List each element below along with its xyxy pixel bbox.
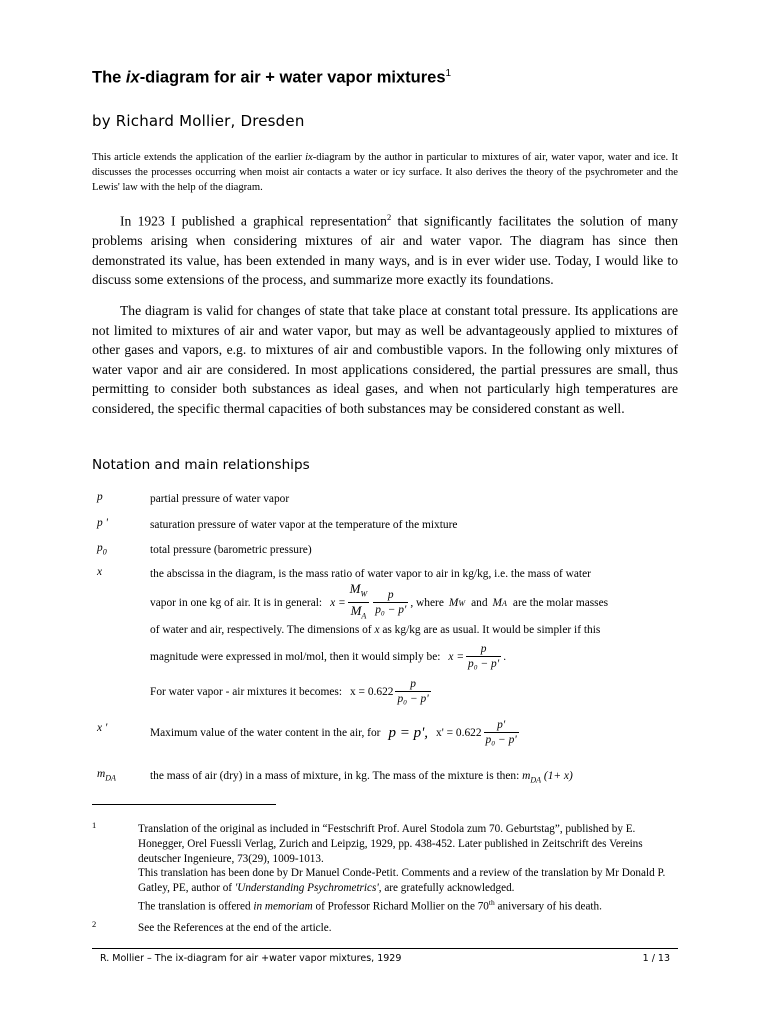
notation-row-m-da: [92, 768, 692, 786]
footnote-1-line-2: [138, 866, 680, 896]
m-da-text: the mass of air (dry) in a mass of mixture, in kg. The mass of the mixture is then:: [150, 770, 520, 782]
frac-den: p₀ − p': [397, 693, 429, 705]
fn1-l3-b: aniversary of his death.: [494, 900, 602, 913]
x-max-text: Maximum value of the water content in the air, for: [150, 726, 381, 739]
symbol-subscript: DA: [105, 773, 116, 783]
notation-row-p: [92, 491, 692, 509]
equation-lhs: x' = 0.622: [436, 726, 482, 739]
footnote-mark: 1: [92, 820, 97, 830]
title-prefix: The: [92, 68, 126, 87]
x-line4-text: magnitude were expressed in mol/mol, then it would simply be:: [150, 650, 441, 663]
notation-symbol: [97, 542, 107, 556]
frac-den-sub: A: [361, 611, 367, 621]
symbol-subscript: 0: [102, 547, 107, 557]
footnote-separator: [92, 804, 276, 805]
footnote-text: [138, 822, 680, 915]
paragraph-2: The diagram is valid for changes of state that take place at constant total pressure. Its applications are not limited to mixtures of air and water vapor, but may as well be advantageously applied to mixtures of other gases and vapors, e.g. to mixtures of air and combustible vapors. In the following only mixtures of water vapor and air are considered. In most applications considered, the partial pressures are small, thus permitting to consider both substances as ideal gases, and when not particularly high temperatures are considered, the specific thermal capacities of both substances may be considered constant as well.: [92, 303, 678, 416]
fn1-l2-a: This translation has been done by Dr Manuel Conde-Petit. Comments and a review of the translation by Mr Donald P. Gatley, PE, author of: [138, 867, 666, 895]
footnote-1-line-1: Translation of the original as included in “Festschrift Prof. Aurel Stodola zum 70. Geburtstag”, published by E. Honegger, Orel Fuessli Verlag, Zurich and Leipzig, 1929, pp. 438-452. Later published in Zeitschrift des Vereins deutscher Ingenieure, 73(29), 1009-1013.: [138, 823, 643, 865]
frac-num: p: [395, 677, 430, 692]
title-rest: -diagram for air + water vapor mixtures: [139, 68, 446, 87]
fraction-molar-ratio: [348, 582, 370, 623]
frac-den: p₀ − p': [468, 658, 500, 670]
notation-row-p0: [92, 542, 692, 560]
frac-num-sub: W: [360, 590, 368, 599]
notation-row-x: [92, 566, 692, 716]
frac-num: p: [373, 588, 408, 603]
x-max-condition: p = p',: [388, 724, 429, 741]
frac-num: p: [466, 642, 501, 657]
x-line3-a: of water and air, respectively. The dimensions of: [150, 624, 375, 636]
notation-symbol: p ': [97, 517, 108, 529]
frac-num: M: [349, 581, 361, 597]
notation-description: saturation pressure of water vapor at the temperature of the mixture: [150, 519, 458, 531]
x-desc-line-1: the abscissa in the diagram, is the mass ratio of water vapor to air in kg/kg, i.e. the mass of water: [150, 568, 591, 580]
m-da-expr-rest: (1+ x): [543, 770, 573, 782]
equation-lhs: x =: [330, 596, 346, 609]
article-title: [92, 68, 451, 88]
fn1-l2-b: , are gratefully acknowledged.: [378, 882, 515, 895]
paragraph-1-text-b: that significantly facilitates the solution of many problems arising when considering mixtures of air and water vapor. The diagram has since then demonstrated its value, has been extended in many ways, and is in ever wider use. Today, I would like to discuss some extensions of the process, and summarize more exactly its foundations.: [92, 213, 678, 288]
equation-lhs: x = 0.622: [350, 685, 394, 698]
symbol-base: m: [97, 768, 106, 780]
byline: by Richard Mollier, Dresden: [92, 112, 305, 130]
notation-description: total pressure (barometric pressure): [150, 544, 312, 556]
paragraph-1-text-a: In 1923 I published a graphical representation: [120, 213, 387, 229]
abstract-italic: ix: [305, 152, 313, 163]
notation-description: [150, 768, 680, 788]
notation-description: partial pressure of water vapor: [150, 493, 290, 505]
footnote-2: [92, 921, 692, 939]
x-line2-text: vapor in one kg of air. It is in general:: [150, 596, 323, 609]
x-line5-text: For water vapor - air mixtures it becomes:: [150, 685, 343, 698]
x-line2-end: are the molar masses: [512, 596, 609, 609]
abstract-text-2: -diagram by the author in particular to mixtures of air, water vapor, water and ice. It discusses the processes occurring when moist air contacts a water or icy surface. It also derives the theory of the psychrometer and the Lewis' law with the help of the diagram.: [92, 152, 678, 193]
x-line2-where: , where: [410, 596, 444, 609]
symbol-ma-sub: A: [502, 598, 507, 608]
footnote-mark: 2: [92, 919, 97, 929]
notation-description: [150, 718, 680, 748]
symbol-mw-sub: W: [458, 598, 466, 608]
footer-rule: [92, 948, 678, 949]
frac-den: p₀ − p': [485, 734, 517, 746]
x-desc-line-3: [150, 622, 680, 640]
footnote-ref-2[interactable]: 2: [386, 212, 392, 222]
x-line3-x: x: [374, 624, 380, 636]
fraction-pressure: [373, 588, 408, 618]
notation-description: [150, 566, 680, 710]
fraction-x-max: [484, 718, 519, 748]
fn1-l3-sup: th: [488, 897, 495, 907]
footnote-1: [92, 822, 692, 912]
frac-den: M: [350, 603, 362, 618]
title-italic-ix: ix: [125, 68, 140, 87]
notation-row-x-max: [92, 719, 692, 758]
footnote-1-line-3: [138, 896, 680, 915]
fn1-l3-italic: in memoriam: [253, 900, 313, 913]
notation-symbol: x: [97, 566, 103, 578]
symbol-ma: M: [492, 596, 503, 609]
m-da-expr-sub: DA: [530, 775, 542, 785]
x-desc-line-2: [150, 581, 680, 621]
abstract: [92, 150, 678, 195]
notation-symbol: [97, 768, 116, 782]
abstract-text-1: This article extends the application of the earlier: [92, 152, 306, 163]
fn1-l3-a: The translation is offered: [138, 900, 254, 913]
footnote-text: See the References at the end of the article.: [138, 922, 332, 934]
symbol-mw: M: [448, 596, 459, 609]
frac-den: p₀ − p': [375, 604, 407, 616]
x-desc-line-4: [150, 640, 680, 674]
symbol-base: p: [97, 542, 103, 554]
fn1-l2-italic: 'Understanding Psychrometrics': [234, 882, 379, 895]
frac-num: p': [484, 718, 519, 733]
paragraph-1: [92, 208, 678, 290]
fn1-l3-mid: of Professor Richard Mollier on the 70: [312, 900, 489, 913]
footer-running-title: R. Mollier – The ix-diagram for air +water vapor mixtures, 1929: [100, 953, 402, 964]
section-heading: Notation and main relationships: [92, 457, 310, 473]
equation-lhs: x =: [448, 650, 465, 663]
x-desc-line-5: [150, 674, 680, 710]
page-number: 1 / 13: [642, 953, 670, 964]
fraction-mol: [466, 642, 501, 672]
x-line3-b: as kg/kg are as usual. It would be simpler if this: [379, 624, 601, 636]
x-line2-and: and: [471, 596, 488, 609]
notation-symbol: p: [97, 491, 103, 503]
x-line4-end: .: [503, 650, 507, 663]
title-footnote-mark[interactable]: 1: [445, 68, 452, 79]
fraction-air-water: [395, 677, 430, 707]
m-da-expr: m: [522, 770, 531, 782]
notation-symbol: x ': [97, 722, 108, 734]
notation-row-p-sat: [92, 517, 692, 535]
